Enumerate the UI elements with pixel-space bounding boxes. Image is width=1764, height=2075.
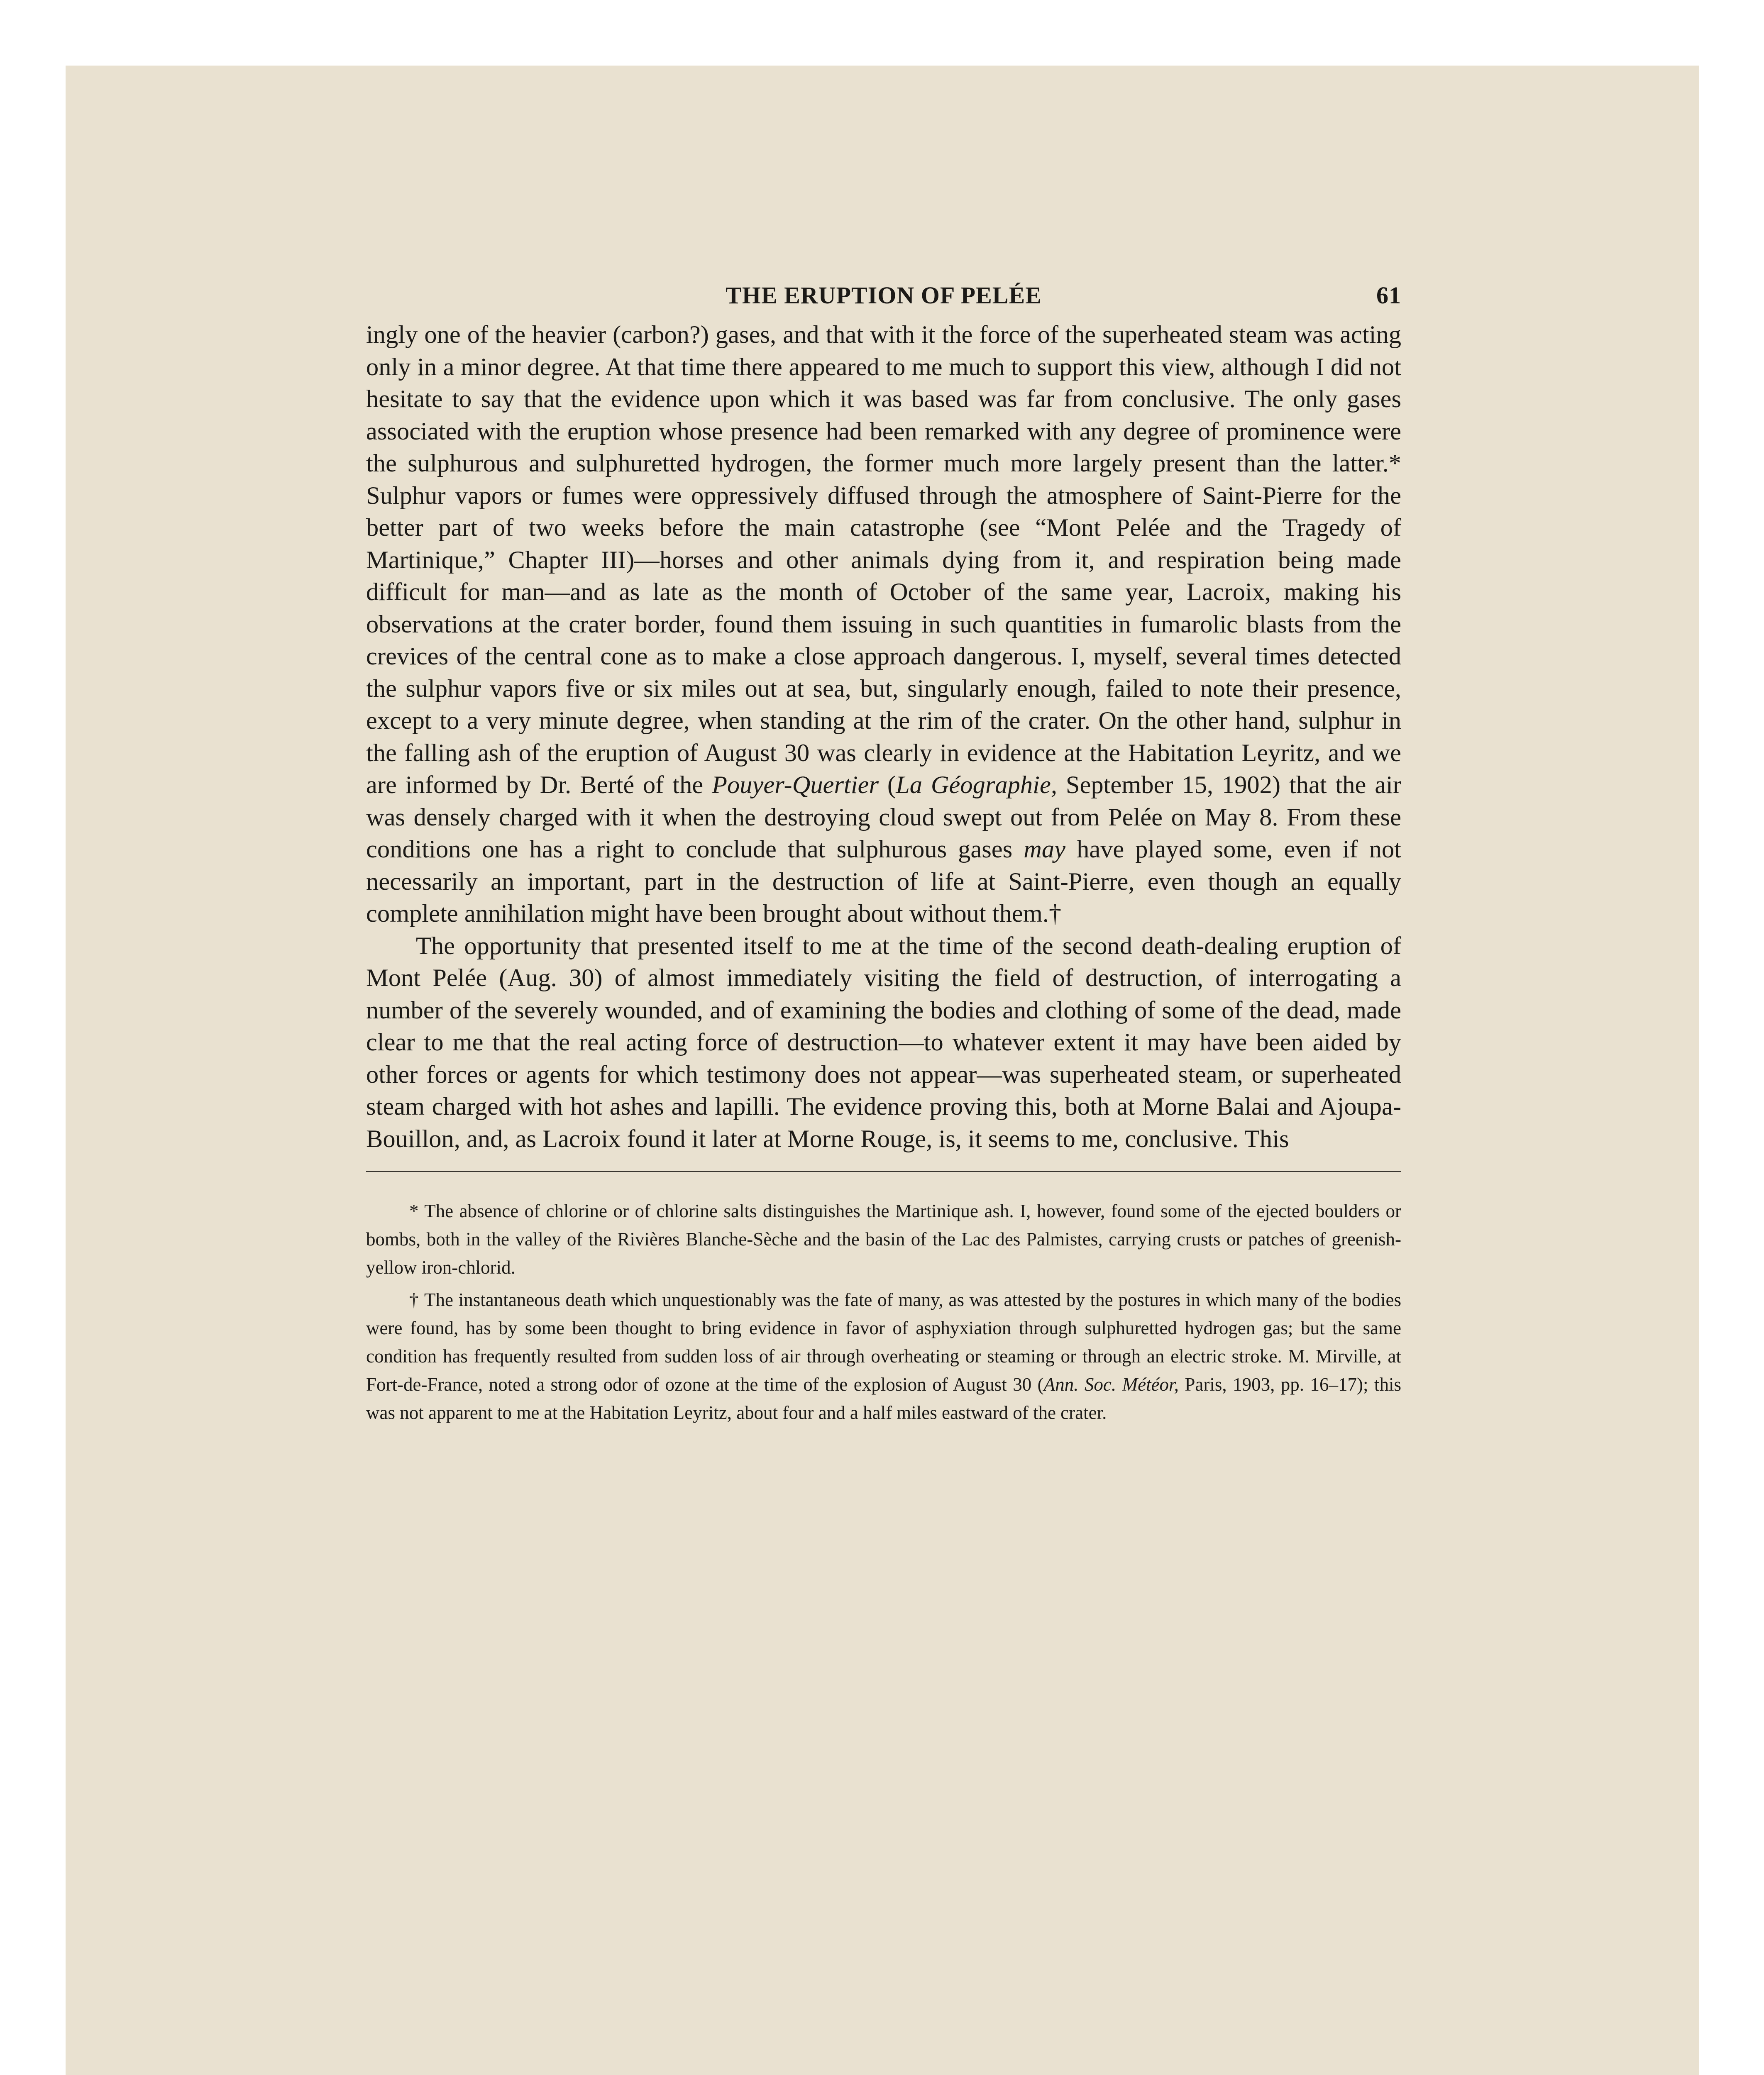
body-text <box>366 319 1401 1155</box>
running-head <box>366 281 1401 319</box>
paragraph-1-paren: ( <box>887 771 896 799</box>
page-content <box>366 281 1401 1427</box>
paragraph-1-text-c: September 15, 1902) that the air was densely charged with it when the destroying cloud swept out from Pelée on May 8. From these conditions one has a right to conclude that sulphurous gases <box>366 771 1402 863</box>
footnotes <box>366 1197 1401 1427</box>
footnote-2-text-a: † The instantaneous death which unquestionably was the fate of many, as was attested by the postures in which many of the bodies were found, has by some been thought to bring evidence in favor of asphyxiation through sulphuretted hydrogen gas; but the same condition has frequently resulted from sudden loss of air through overheating or steaming or through an electric stroke. M. Mirville, at Fort-de-France, noted a strong odor of ozone at the time of the explosion of August 30 ( <box>366 1289 1401 1395</box>
page-number: 61 <box>1376 282 1401 309</box>
footnote-2-text-b: Paris, 1903, pp. 16–17); this was not apparent to me at the Habitation Leyritz, about four and a half miles eastward of the crater. <box>366 1374 1402 1423</box>
paragraph-1 <box>366 319 1401 930</box>
ship-name-italic: Pouyer-Quertier <box>712 771 879 799</box>
footnote-rule <box>366 1171 1401 1172</box>
paragraph-1-text-a: ingly one of the heavier (carbon?) gases, and that with it the force of the superheated steam was acting only in a minor degree. At that time there appeared to me much to support this view, although I did not hesitate to say that the evidence upon which it was based was far from conclusive. The only gases associated with the eruption whose presence had been remarked with any degree of prominence were the sulphurous and sulphuretted hydrogen, the former much more largely present than the latter.* Sulphur vapors or fumes were oppressively diffused through the atmosphere of Saint-Pierre for the better part of two weeks before the main catastrophe (see “Mont Pelée and the Tragedy of Martinique,” Chapter III)—horses and other animals dying from it, and respiration being made difficult for man—and as late as the month of October of the same year, Lacroix, making his observations at the crater border, found them issuing in such quantities in fumarolic blasts from the crevices of the central cone as to make a close approach dangerous. I, myself, several times detected the sulphur vapors five or six miles out at sea, but, singularly enough, failed to note their presence, except to a very minute degree, when standing at the rim of the crater. On the other hand, sulphur in the falling ash of the eruption of August 30 was clearly in evidence at the Habitation Leyritz, and we are informed by Dr. Berté of the <box>366 321 1401 799</box>
journal-name-italic: La Géographie, <box>896 771 1057 799</box>
book-page <box>66 66 1699 2075</box>
paragraph-1-text-d: have played some, even if not necessarily an important, part in the destruction of life at Saint-Pierre, even though an equally complete annihilation might have been brought about without them.† <box>366 835 1401 928</box>
footnote-2-citation-italic: Ann. Soc. Météor, <box>1043 1374 1179 1395</box>
paragraph-2: The opportunity that presented itself to me at the time of the second death-dealing eruption of Mont Pelée (Aug. 30) of almost immediately visiting the field of destruction, of interrogating a number of the severely wounded, and of examining the bodies and clothing of some of the dead, made clear to me that the real acting force of destruction—to whatever extent it may have been aided by other forces or agents for which testimony does not appear—was superheated steam, or superheated steam charged with hot ashes and lapilli. The evidence proving this, both at Morne Balai and Ajoupa-Bouillon, and, as Lacroix found it later at Morne Rouge, is, it seems to me, conclusive. This <box>366 932 1401 1153</box>
footnote-1: * The absence of chlorine or of chlorine salts distinguishes the Martinique ash. I, however, found some of the ejected boulders or bombs, both in the valley of the Rivières Blanche-Sèche and the basin of the Lac des Palmistes, carrying crusts or patches of greenish-yellow iron-chlorid. <box>366 1201 1401 1278</box>
emphasis-may-italic: may <box>1024 835 1066 863</box>
footnote-2 <box>366 1286 1401 1427</box>
running-title: THE ERUPTION OF PELÉE <box>726 282 1042 309</box>
